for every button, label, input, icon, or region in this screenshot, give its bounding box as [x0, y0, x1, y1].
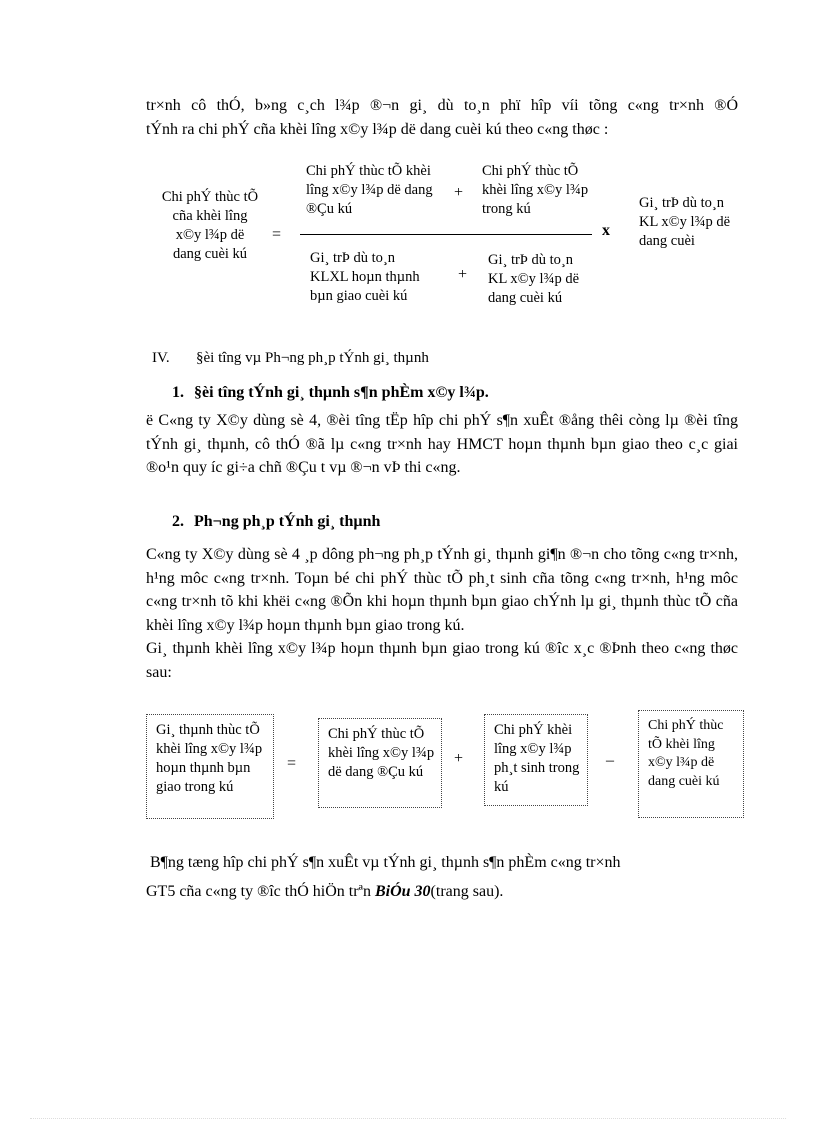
- formula2-box-1-text: Gi¸ thµnh thùc tÕ khèi lîng x©y l¾p hoµn thµnh bµn giao trong kú: [156, 722, 263, 795]
- formula1-equals: =: [272, 226, 282, 243]
- subheading-1-title: §èi tîng tÝnh gi¸ thµnh s¶n phÈm x©y l¾p.: [194, 384, 489, 401]
- closing-line-1: B¶ng tæng hîp chi phÝ s¶n xuÊt vµ tÝnh gi¸ thµnh s¶n phÈm c«ng tr×nh: [150, 854, 621, 871]
- formula2-box-3-text: Chi phÝ khèi lîng x©y l¾p ph¸t sinh trong kú: [494, 722, 580, 795]
- formula1-denominator-plus: +: [458, 266, 468, 283]
- sub1-body: ë C«ng ty X©y dùng sè 4, ®èi tîng tËp hîp chi phÝ s¶n xuÊt ®ång thêi còng lµ ®èi tîng tÝnh gi¸ thµnh, cô thÓ ®ã lµ c«ng tr×nh hay HMCT hoµn thµnh bµn giao theo c¸c giai ®o¹n quy íc gi÷a chñ ®Çu t vµ ®¬n vÞ thi c«ng.: [146, 412, 738, 476]
- section-iv-heading: [152, 350, 429, 367]
- sub2-body-1: C«ng ty X©y dùng sè 4 ¸p dông ph¬ng ph¸p tÝnh gi¸ thµnh gi¶n ®¬n cho tõng c«ng tr×nh, h¹ng môc c«ng tr×nh. Toµn bé chi phÝ thùc tÕ ph¸t sinh cña tõng c«ng tr×nh, h¹ng môc c«ng tr×nh tõ khi khëi c«ng ®Õn khi hoµn thµnh bµn giao chÝnh lµ gi¸ thµnh thùc tÕ cña khèi lîng x©y l¾p hoµn thµnh bµn giao trong kú.: [146, 546, 738, 634]
- section-numeral: IV.: [152, 350, 170, 366]
- subheading-2-title: Ph¬ng ph¸p tÝnh gi¸ thµnh: [194, 513, 381, 530]
- sub2-body-2: Gi¸ thµnh khèi lîng x©y l¾p hoµn thµnh bµn giao trong kú ®îc x¸c ®Þnh theo c«ng thøc sau:: [146, 640, 738, 681]
- formula2-box-1: [146, 714, 274, 819]
- formula2-box-3: [484, 714, 588, 806]
- formula1-denominator-left: Gi¸ trÞ dù to¸n KLXL hoµn thµnh bµn giao cuèi kú: [310, 250, 420, 304]
- formula2-op-minus: –: [606, 752, 614, 769]
- section-title: §èi tîng vµ Ph¬ng ph¸p tÝnh gi¸ thµnh: [196, 350, 429, 366]
- subheading-1-number: 1.: [172, 384, 184, 401]
- intro-line-1: tr×nh cô thÓ, b»ng c¸ch l¾p ®¬n gi¸ dù to¸n phï hîp víi tõng c«ng tr×nh ®Ó: [146, 97, 738, 114]
- formula1-denominator-right: Gi¸ trÞ dù to¸n KL x©y l¾p dë dang cuèi kú: [488, 252, 580, 306]
- intro-line-2: tÝnh ra chi phÝ cña khèi lîng x©y l¾p dë dang cuèi kú theo c«ng thøc :: [146, 120, 609, 138]
- subheading-2-number: 2.: [172, 513, 184, 530]
- closing-line-2: [146, 877, 746, 906]
- bieu-30-reference: BiÓu 30: [374, 883, 431, 900]
- sub1-paragraph: [146, 409, 738, 480]
- fraction-bar: [300, 234, 592, 235]
- formula1-times: x: [602, 222, 610, 239]
- subheading-1: [172, 384, 489, 402]
- formula2-op-equals: =: [287, 755, 297, 772]
- page-bottom-divider: [30, 1118, 786, 1119]
- formula2-op-plus: +: [454, 750, 464, 767]
- formula2-box-2: [318, 718, 442, 808]
- formula1-numerator-right: Chi phÝ thùc tÕ khèi lîng x©y l¾p trong kú: [482, 163, 589, 217]
- formula2-box-4-text: Chi phÝ thùc tÕ khèi lîng x©y l¾p dë dang cuèi kú: [648, 718, 724, 789]
- formula2-box-2-text: Chi phÝ thùc tÕ khèi lîng x©y l¾p dë dang ®Çu kú: [328, 726, 435, 780]
- closing-paragraph: [146, 848, 746, 906]
- formula1-numerator-plus: +: [454, 184, 464, 201]
- formula2-box-4: [638, 710, 744, 818]
- closing-line-2-text: GT5 cña c«ng ty ®îc thÓ hiÖn trªn: [146, 883, 375, 900]
- subheading-2: [172, 513, 380, 531]
- sub2-paragraph: [146, 543, 738, 684]
- closing-line-2-suffix: (trang sau).: [430, 883, 504, 900]
- formula1-lhs: Chi phÝ thùc tÕ cña khèi lîng x©y l¾p dë dang cuèi kú: [161, 189, 259, 262]
- formula1-numerator-left: Chi phÝ thùc tÕ khèi lîng x©y l¾p dë dang ®Çu kú: [306, 163, 433, 217]
- formula-1: [0, 0, 816, 330]
- formula1-rhs: Gi¸ trÞ dù to¸n KL x©y l¾p dë dang cuèi: [639, 195, 731, 249]
